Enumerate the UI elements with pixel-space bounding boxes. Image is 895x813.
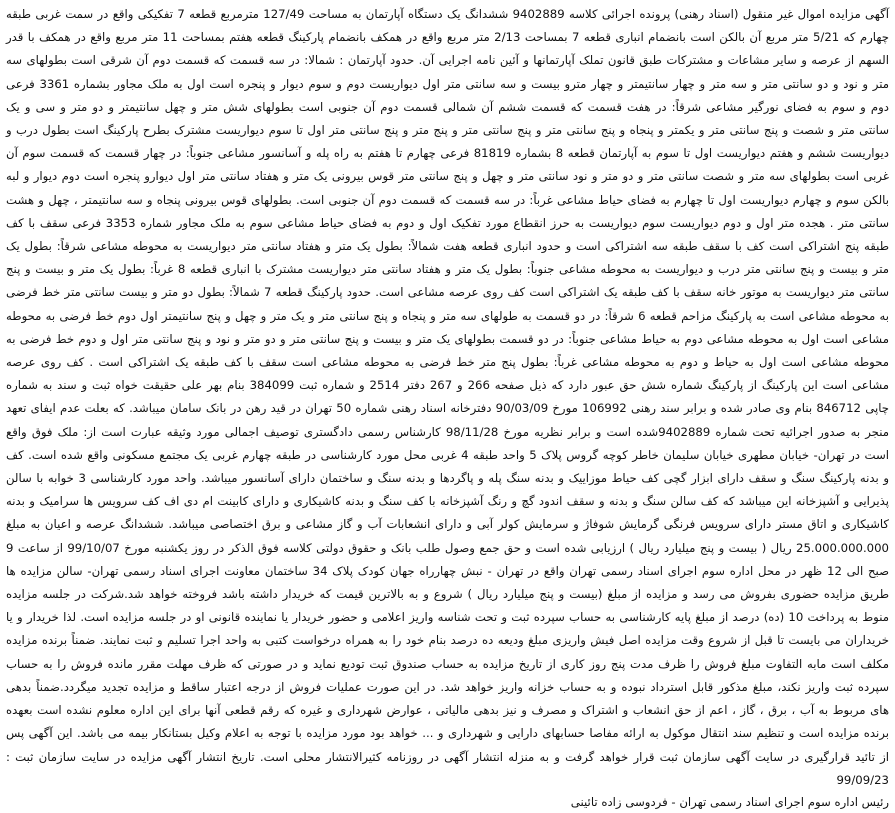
notice-signature: رئیس اداره سوم اجرای اسناد رسمی تهران - فردوسی زاده تائینی: [570, 794, 889, 809]
notice-body: آگهی مزایده اموال غیر منقول (اسناد رهنی) پرونده اجرائی کلاسه 9402889 ششدانگ یک دستگاه آپارتمان به مساحت 127/49 مترمربع قطعه 7 تفکیکی واقع در سمت غربی طبقه چهارم که 5/21 متر مربع آن بالکن است بانضمام انباری قطعه 7 بمساحت 2/13 متر مربع واقع در همکف بانضمام پارکینگ قطعه هفتم بمساحت 11 متر مربع واقع در همکف با قدر السهم از عرصه و سایر مشاعات و مشترکات طبق قانون تملک آپارتمانها و آئین نامه اجرایی آن. حدود آپارتمان : شمالا: در سه قسمت که قسمت دوم آن شرقی است بطولهای سه متر و نود و دو سانتی متر و سه متر و چهار سانتیمتر و چهار مترو بیست و سه سانتی متر اول دیواریست دوم و سوم دیوار و پنجره است اول به ملک مجاور بشماره 3361 فرعی دوم و سوم به فضای نورگیر مشاعی شرقاً: در هفت قسمت که قسمت ششم آن شمالی قسمت دوم آن جنوبی است بطولهای شش متر و چهل سانتیمتر و دو متر و سی و یک سانتی متر و شصت و پنج سانتی متر و یکمتر و پنجاه و پنج سانتی متر و پنج سانتی متر و پنج متر و پنج سانتی متر اول تا سوم دیواریست مشترک بطرح پارکینگ است بطول درب و دیواریست ششم و هفتم دیواریست اول تا سوم به آپارتمان قطعه 8 بشماره 81819 فرعی چهارم تا هفتم به راه پله و آسانسور مشاعی جنوباً: در چهار قسمت که قسمت سوم آن غربی است بطولهای سه متر و شصت سانتی متر و دو متر و نود سانتی متر و چهل و پنج سانتی متر قوس بیرونی یک متر و هفتاد سانتی متر اول دیوارو پنجره است دوم دیوار و لبه بالکن سوم و چهارم دیواریست اول تا چهارم به فضای حیاط مشاعی غرباً: در سه قسمت که قسمت دوم آن جنوبی است. بطولهای قوس بیرونی پنجاه و سه سانتیمتر ، چهل و هشت سانتی متر . هجده متر اول و دوم دیواریست سوم دیواریست به حرز انقطاع مورد تفکیک اول و دوم به فضای حیاط مشاعی سوم به ملک مجاور شماره 3353 فرعی سقف با کف طبقه پنج اشتراکی است کف با سقف طبقه سه اشتراکی است و حدود انباری قطعه هفت شمالاً: بطول یک متر و هفتاد سانتی متر دیواریست به محوطه مشاعی شرقاً: بطول یک متر و بیست و پنج سانتی متر درب و دیواریست به محوطه مشاعی جنوباً: بطول یک متر و هفتاد سانتی متر دیواریست مشترک با انباری قطعه 8 غرباً: بطول یک متر و بیست و پنج سانتی متر دیواریست به موتور خانه سقف با کف طبقه یک اشتراکی است کف روی عرصه مشاعی است. حدود پارکینگ قطعه 7 شمالاً: بطول دو متر و بیست سانتی متر خط فرضی به محوطه مشاعی است به پارکینگ مزاحم قطعه 6 شرقاً: در دو قسمت به طولهای سه متر و پنجاه و پنج سانتی متر و یک متر و چهل و پنج سانتیمتر اول دوم خط فرضی به محوطه مشاعی است اول به محوطه مشاعی دوم به حیاط مشاعی جنوباً: در دو قسمت بطولهای یک متر و بیست و پنج سانتی متر و دو متر و نود و پنج سانتی متر اول و دوم خط فرضی به محوطه مشاعی است اول به حیاط و دوم به محوطه مشاعی غرباً: بطول پنج متر خط فرضی به محوطه مشاعی است سقف با کف طبقه یک اشتراکی است . کف روی عرصه مشاعی است این پارکینگ از پارکینگ شماره شش حق عبور دارد که ذیل صفحه 266 و 267 دفتر 2514 و شماره ثبت 384099 بنام بهر علی حقیقت خواه ثبت و سند به شماره چاپی 846712 بنام وی صادر شده و برابر سند رهنی 106992 مورخ 90/03/09 دفترخانه اسناد رهنی شماره 50 تهران در قید رهن در بانک سامان میباشد. که بعلت عدم ایفای تعهد منجر به صدور اجرائیه تحت شماره 9402889شده است و برابر نظریه مورخ 98/11/28 کارشناس رسمی دادگستری توصیف اجمالی مورد وثیقه عبارت است از: ملک فوق واقع است در تهران- خیابان مطهری خیابان سلیمان خاطر کوچه گروس پلاک 5 واحد طبقه 4 غربی محل مورد کارشناسی در طبقه چهارم غربی یک مجتمع مسکونی واقع شده است. کف و بدنه پارکینگ سنگ و سقف دارای ابزار گچی کف حیاط موزاییک و بدنه سنگ پله و پاگردها و بدنه سنگ و ساختمان دارای آسانسور میباشد. واحد مورد کارشناسی 3 خوابه با سالن پذیرایی و آشپزخانه این میباشد که کف سالن سنگ و بدنه و سقف اندود گچ و رنگ آشپزخانه با کف سنگ و بدنه کاشیکاری و دارای کابینت ام دی اف کف سرویس ها سرامیک و بدنه کاشیکاری و اتاق مستر دارای سرویس فرنگی گرمایش شوفاژ و سرمایش کولر آبی و دارای انشعابات آب و گاز مشاعی و برق اختصاصی میباشد. ششدانگ عرصه و اعیان به مبلغ 25.000.000.000 ریال ( بیست و پنج میلیارد ریال ) ارزیابی شده است و حق جمع وصول طلب بانک و حقوق دولتی کلاسه فوق الذکر در روز یکشنبه مورخ 99/10/07 از ساعت 9 صبح الی 12 ظهر در محل اداره سوم اجرای اسناد رسمی تهران واقع در تهران - نبش چهارراه جهان کودک پلاک 34 ساختمان معاونت اجرای اسناد رسمی تهران- سالن مزایده ها طریق مزایده حضوری بفروش می رسد و مزایده از مبلغ (بیست و پنج میلیارد ریال ) شروع و به بالاترین قیمت که خریدار داشته باشد فروخته خواهد شد.شرکت در جلسه مزایده منوط به پرداخت 10 (ده) درصد از مبلغ پایه کارشناسی به حساب سپرده ثبت و تحت شناسه واریز اعلامی و حضور خریدار یا نماینده قانونی او در جلسه مزایده است. لذا خریدار و یا خریداران می بایست تا قبل از شروع وقت مزایده اصل فیش واریزی مبلغ ودیعه ده درصد بنام خود را به همراه درخواست کتبی به واحد اجرا تسلیم و ثبت نمایند. ضمناً برنده مزایده مکلف است مابه التفاوت مبلغ فروش را ظرف مدت پنج روز کاری از تاریخ مزایده به حساب صندوق ثبت تودیع نماید و در صورتی که ظرف مهلت مقرر مانده فروش را به حساب سپرده ثبت واریز نکند، مبلغ مذکور قابل استرداد نبوده و به حساب خزانه واریز خواهد شد. در این صورت عملیات فروش از درجه اعتبار ساقط و مزایده تجدید میگردد.ضمناً بدهی های مربوط به آب ، برق ، گاز ، اعم از حق انشعاب و اشتراک و مصرف و نیز بدهی مالیاتی ، عوارض شهرداری و غیره که رقم قطعی آنها برای این اداره معلوم نشده است بعهده برنده مزایده است و تنظیم سند انتقال موکول به ارائه مفاصا حسابهای دارایی و شهرداری و ... خواهد بود مورد مزایده با توجه به اعلام وکیل بستانکار بیمه می باشد. این آگهی پس از تائید قرارگیری در سایت آگهی سازمان ثبت قرار خواهد گرفت و به منزله انتشار آگهی در روزنامه کثیرالانتشار محلی است. تاریخ انتشار آگهی مزایده در سایت سازمان ثبت : 99/09/23: [6, 7, 890, 787]
